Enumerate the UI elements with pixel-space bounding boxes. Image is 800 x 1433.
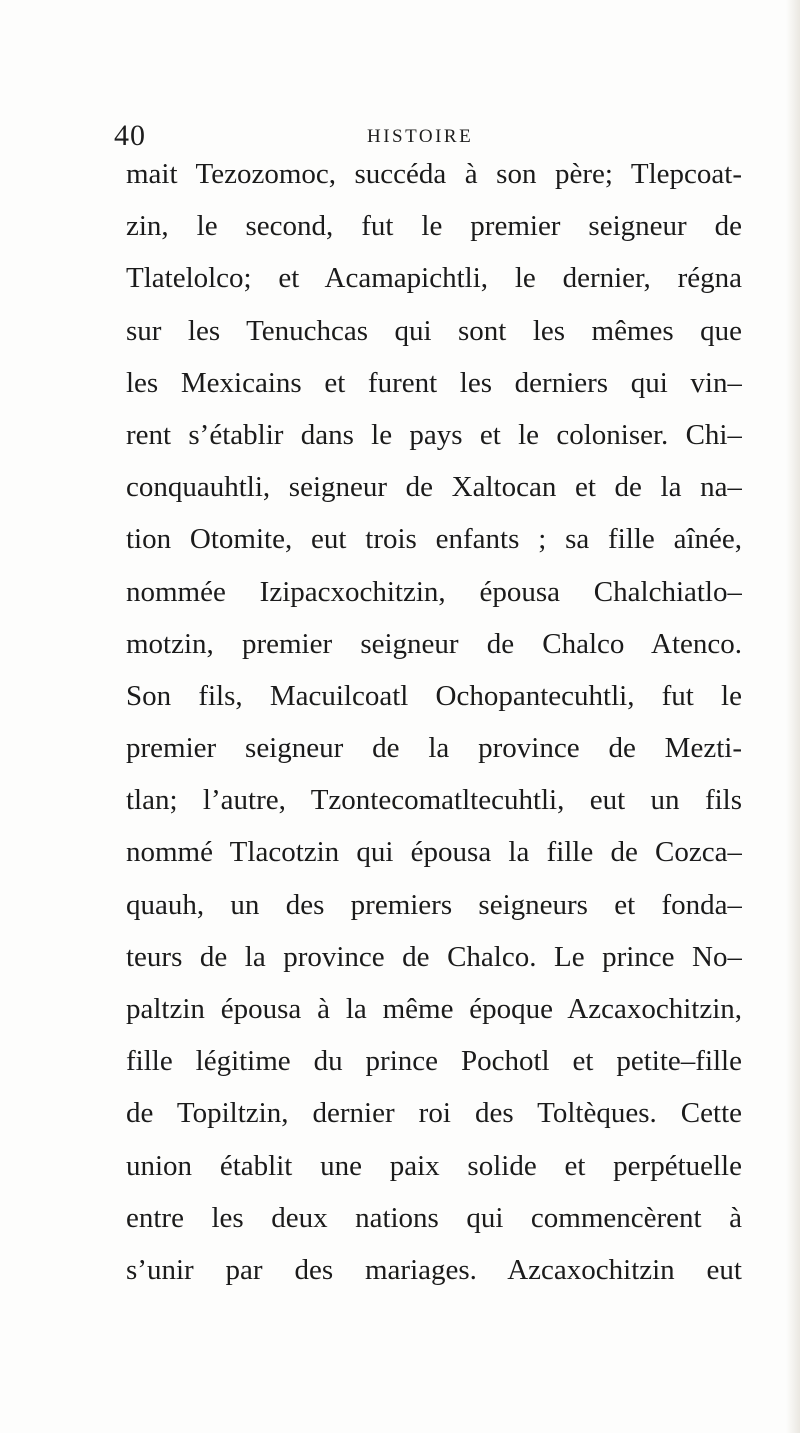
text-line: mait Tezozomoc, succéda à son père; Tlepcoat- <box>126 158 742 190</box>
text-line: nommé Tlacotzin qui épousa la fille de Cozca– <box>126 836 742 869</box>
text-line: paltzin épousa à la même époque Azcaxochitzin, <box>126 993 742 1025</box>
body-text <box>126 148 742 1296</box>
text-line: de Topiltzin, dernier roi des Toltèques. Cette <box>126 1097 742 1130</box>
text-line: Tlatelolco; et Acamapichtli, le dernier, régna <box>126 262 742 295</box>
text-line: fille légitime du prince Pochotl et petite–fille <box>126 1045 742 1078</box>
text-line: zin, le second, fut le premier seigneur de <box>126 210 742 243</box>
text-line: teurs de la province de Chalco. Le prince No– <box>126 940 742 973</box>
text-line: union établit une paix solide et perpétuelle <box>126 1149 742 1182</box>
text-line: rent s’établir dans le pays et le coloniser. Chi– <box>126 418 742 451</box>
text-line: tion Otomite, eut trois enfants ; sa fille aînée, <box>126 523 742 556</box>
page-number: 40 <box>114 119 146 152</box>
text-line: premier seigneur de la province de Mezti- <box>126 732 742 765</box>
running-title: HISTOIRE <box>367 126 474 147</box>
text-line: s’unir par des mariages. Azcaxochitzin eut <box>126 1253 742 1286</box>
text-line: conquauhtli, seigneur de Xaltocan et de la na– <box>126 471 742 504</box>
text-line: quauh, un des premiers seigneurs et fonda– <box>126 888 742 921</box>
text-line: Son fils, Macuilcoatl Ochopantecuhtli, fut le <box>126 679 742 712</box>
text-line: nommée Izipacxochitzin, épousa Chalchiatlo– <box>126 575 742 608</box>
text-line: les Mexicains et furent les derniers qui vin– <box>126 366 742 399</box>
text-line: entre les deux nations qui commencèrent à <box>126 1201 742 1234</box>
page-edge-shadow <box>786 0 800 1433</box>
text-line: sur les Tenuchcas qui sont les mêmes que <box>126 314 742 347</box>
text-line: motzin, premier seigneur de Chalco Atenco. <box>126 627 742 660</box>
text-line: tlan; l’autre, Tzontecomatltecuhtli, eut un fils <box>126 784 742 817</box>
